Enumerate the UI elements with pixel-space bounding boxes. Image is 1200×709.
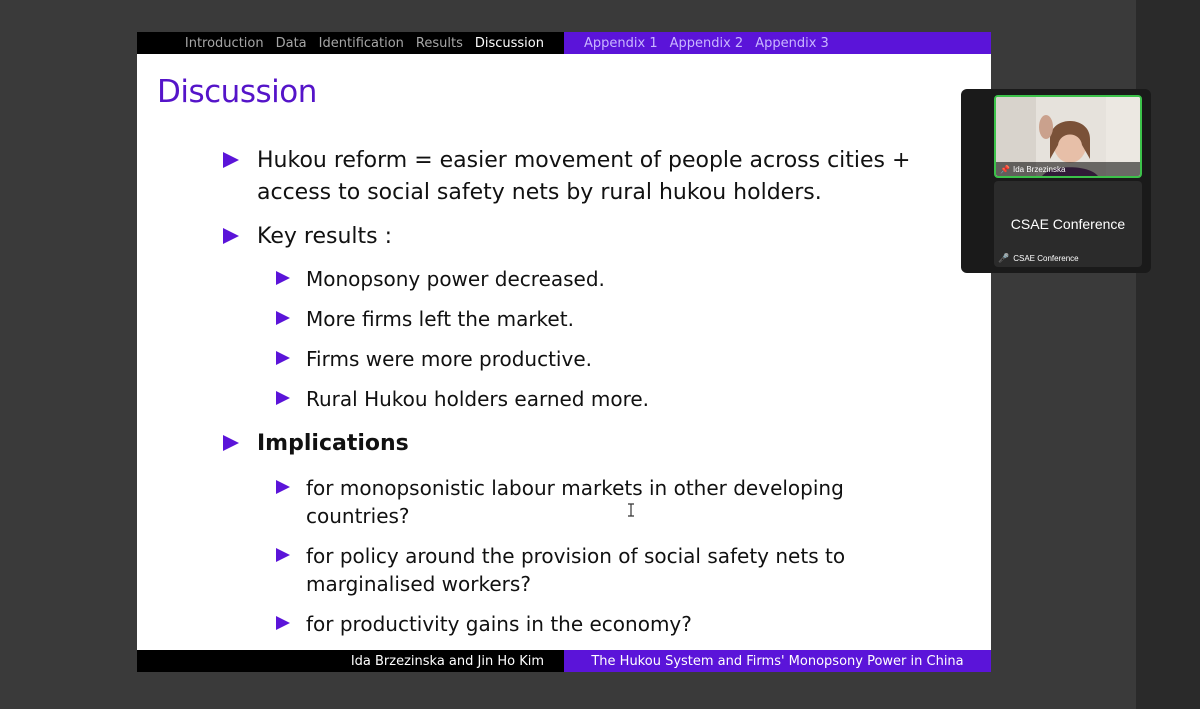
sub-bullet-text: Rural Hukou holders earned more.	[306, 387, 650, 411]
sub-bullet-line: for policy around the provision of social safety nets to	[306, 544, 846, 568]
bullet-triangle-icon	[223, 152, 239, 168]
bullet-line: access to social safety nets by rural hukou holders.	[257, 180, 822, 205]
text-cursor-icon	[627, 503, 635, 517]
footer-title-box	[564, 650, 991, 672]
slide-footer	[137, 650, 991, 672]
nav-results[interactable]: Results	[415, 35, 463, 51]
sub-bullet	[276, 265, 605, 293]
bullet-triangle-icon	[276, 548, 290, 562]
bullet-triangle-icon	[223, 435, 239, 451]
sub-bullet	[276, 345, 592, 373]
bullet-text: Implications	[257, 431, 409, 456]
sub-bullet-line: marginalised workers?	[306, 572, 531, 596]
participant-video-tile[interactable]	[994, 95, 1142, 178]
sub-bullet	[276, 474, 844, 530]
sub-bullet-text	[306, 474, 844, 530]
bullet-key-results	[223, 221, 392, 253]
nav-discussion[interactable]: Discussion	[474, 35, 544, 51]
bullet-triangle-icon	[276, 480, 290, 494]
sub-bullet-line: countries?	[306, 504, 410, 528]
bullet-triangle-icon	[276, 271, 290, 285]
sub-bullet-text	[306, 542, 845, 598]
presentation-slide	[137, 32, 991, 672]
sub-bullet-text: Firms were more productive.	[306, 347, 592, 371]
sub-bullet-line: for monopsonistic labour markets in other developing	[306, 476, 844, 500]
sub-bullet-text: More firms left the market.	[306, 307, 574, 331]
nav-appendix-2[interactable]: Appendix 2	[669, 35, 744, 51]
sub-bullet	[276, 610, 692, 638]
participant-name-bar	[996, 162, 1140, 176]
bullet-triangle-icon	[276, 311, 290, 325]
slide-navigation-bar	[137, 32, 991, 54]
bullet-triangle-icon	[276, 391, 290, 405]
sub-bullet-text: for productivity gains in the economy?	[306, 612, 692, 636]
muted-microphone-icon: 🎤	[998, 253, 1010, 263]
bullet-line: Hukou reform = easier movement of people across cities +	[257, 148, 911, 173]
nav-appendix-3[interactable]: Appendix 3	[755, 35, 829, 51]
sub-bullet	[276, 385, 649, 413]
bullet-triangle-icon	[276, 351, 290, 365]
nav-data[interactable]: Data	[275, 35, 307, 51]
conference-tile[interactable]	[994, 181, 1142, 267]
sub-bullet-text: Monopsony power decreased.	[306, 267, 605, 291]
nav-identification[interactable]: Identification	[318, 35, 404, 51]
conference-name-row	[998, 253, 1079, 264]
bullet-text: Key results :	[257, 224, 392, 249]
section-nav	[137, 32, 564, 54]
bullet-triangle-icon	[276, 616, 290, 630]
participant-name: Ida Brzezinska	[1012, 164, 1066, 174]
sub-bullet	[276, 305, 574, 333]
slide-title: Discussion	[157, 74, 317, 110]
bullet-hukou-reform	[223, 145, 910, 209]
pin-icon[interactable]: 📌	[1000, 164, 1010, 174]
bullet-text	[257, 145, 910, 209]
conference-tile-label: CSAE Conference	[1010, 216, 1126, 232]
nav-appendix-1[interactable]: Appendix 1	[584, 35, 658, 51]
footer-authors-box	[137, 650, 564, 672]
nav-introduction[interactable]: Introduction	[184, 35, 264, 51]
footer-talk-title: The Hukou System and Firms' Monopsony Power in China	[591, 653, 964, 669]
bullet-triangle-icon	[223, 228, 239, 244]
sub-bullet	[276, 542, 845, 598]
appendix-nav	[564, 32, 991, 54]
conference-tile-name: CSAE Conference	[1013, 254, 1079, 263]
bullet-implications	[223, 428, 409, 460]
footer-authors: Ida Brzezinska and Jin Ho Kim	[350, 653, 544, 669]
